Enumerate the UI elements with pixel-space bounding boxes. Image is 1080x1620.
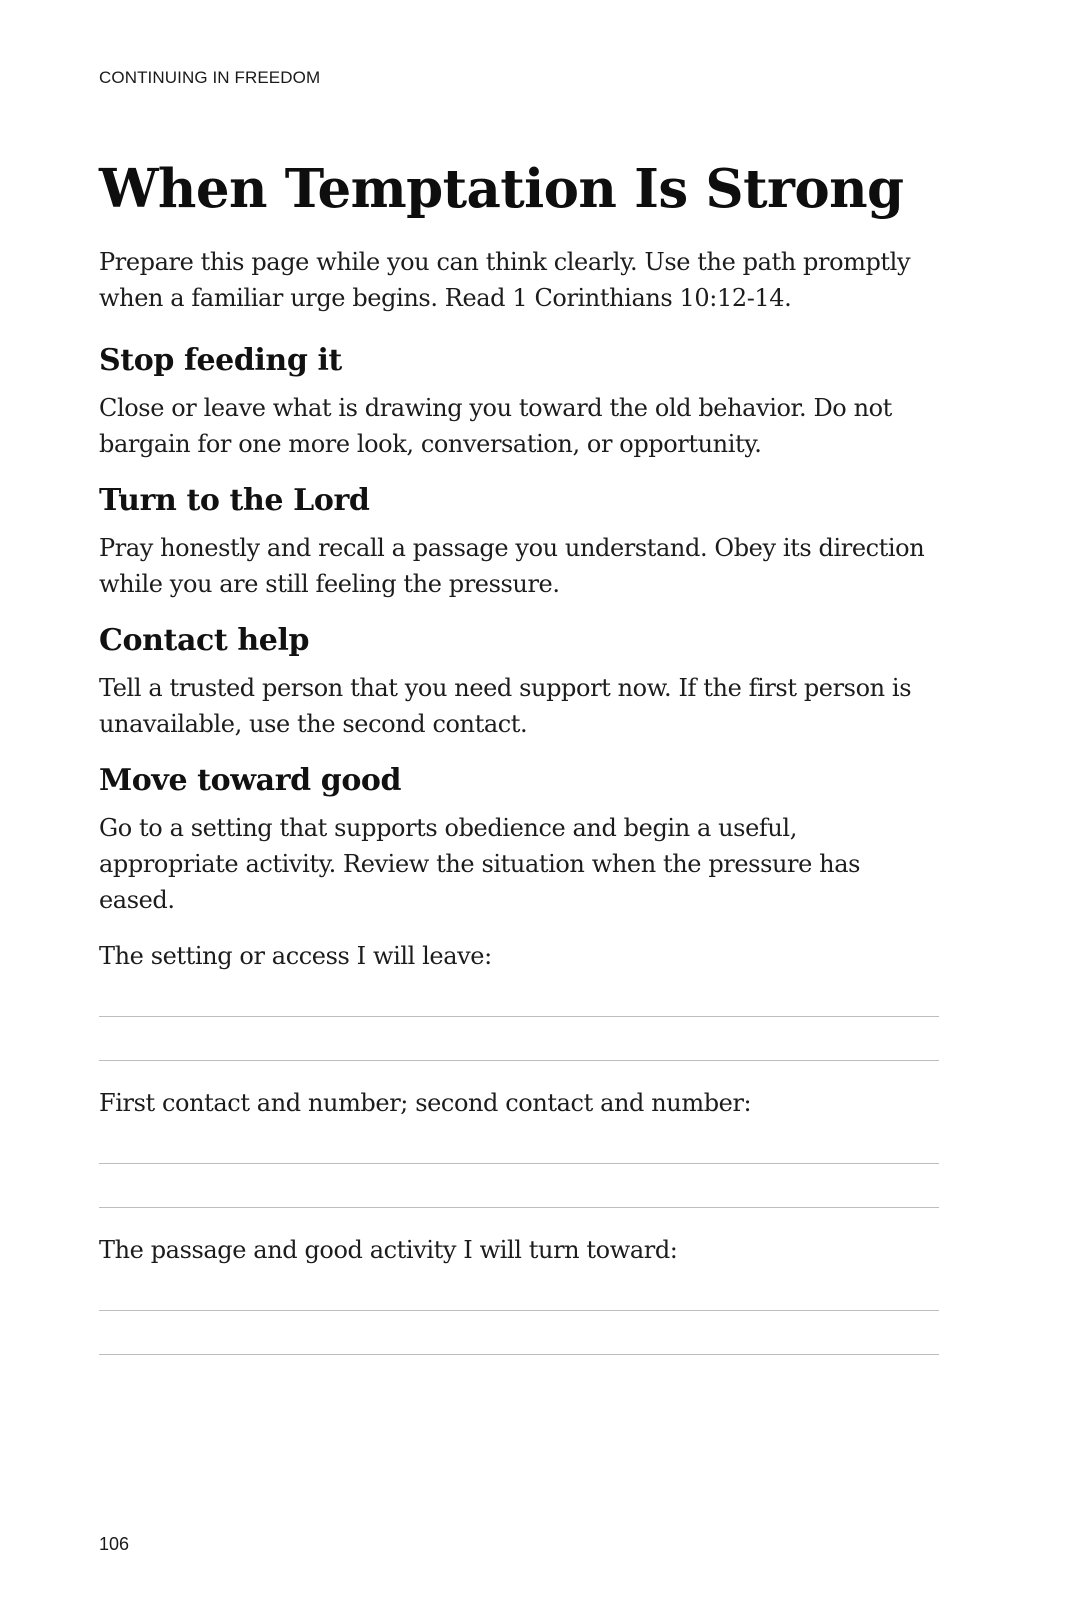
write-in-line-1[interactable] [99,1016,939,1017]
page-content [99,156,939,1355]
page-title: When Temptation Is Strong [99,158,904,220]
prompt-label: First contact and number; second contact and number: [99,1089,752,1117]
step-turn-to-the-lord [99,482,939,602]
step-stop-feeding-it [99,342,939,462]
step-heading: Move toward good [99,763,402,798]
write-in-line-1[interactable] [99,1163,939,1164]
step-heading: Stop feeding it [99,343,342,378]
prompt-label: The setting or access I will leave: [99,942,492,970]
running-head: CONTINUING IN FREEDOM [99,68,321,87]
step-text: Go to a setting that supports obedience and begin a useful, appropriate activity. Review the situation when the pressure has eased. [99,814,861,914]
page-number: 106 [99,1534,130,1554]
write-in-line-2[interactable] [99,1060,939,1061]
prompt-label: The passage and good activity I will turn toward: [99,1236,678,1264]
step-heading: Turn to the Lord [99,483,370,518]
step-text: Pray honestly and recall a passage you understand. Obey its direction while you are still feeling the pressure. [99,534,925,598]
step-heading: Contact help [99,623,310,658]
prompt-contacts [99,1085,939,1208]
intro-paragraph: Prepare this page while you can think clearly. Use the path promptly when a familiar urge begins. Read 1 Corinthians 10:12-14. [99,248,911,312]
write-in-line-2[interactable] [99,1207,939,1208]
step-contact-help [99,622,939,742]
prompt-setting-to-leave [99,938,939,1061]
prompt-passage-and-activity [99,1232,939,1355]
write-in-line-1[interactable] [99,1310,939,1311]
step-move-toward-good [99,762,939,918]
step-text: Close or leave what is drawing you toward the old behavior. Do not bargain for one more look, conversation, or opportunity. [99,394,892,458]
step-text: Tell a trusted person that you need support now. If the first person is unavailable, use the second contact. [99,674,912,738]
write-in-line-2[interactable] [99,1354,939,1355]
